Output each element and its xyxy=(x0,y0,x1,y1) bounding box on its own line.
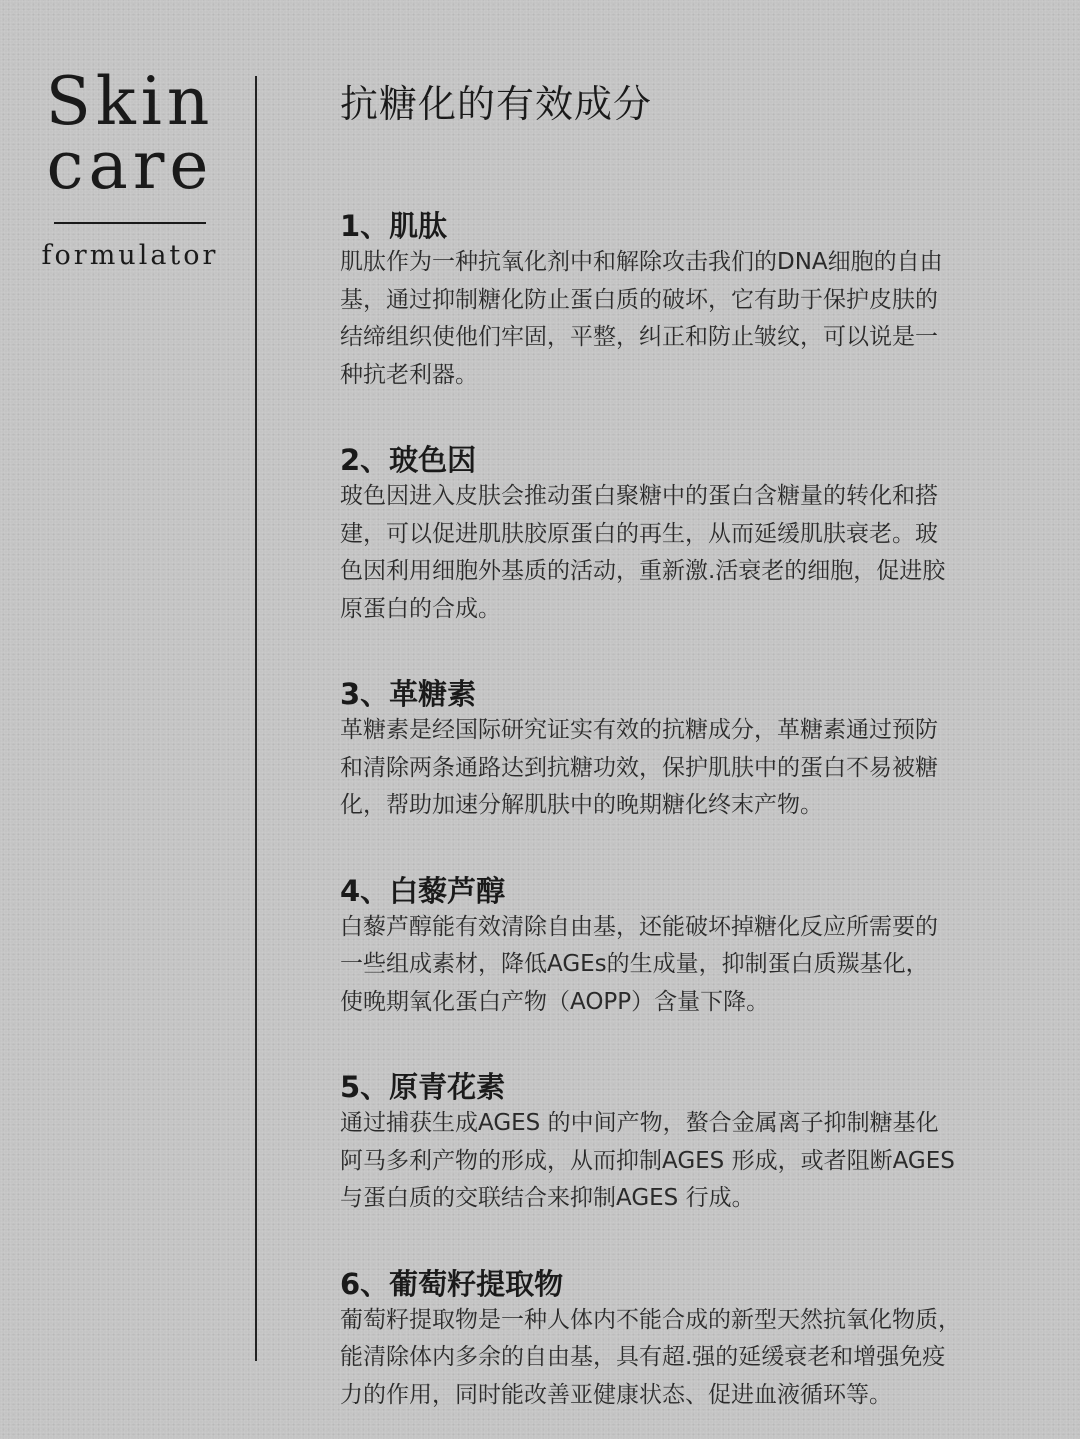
brand-word-skin: Skin xyxy=(45,63,215,140)
brand-word-care: care xyxy=(46,127,214,204)
section-body: 葡萄籽提取物是一种人体内不能合成的新型天然抗氧化物质， 能清除体内多余的自由基，具有超.强的延缓衰老和增强免疫 力的作用，同时能改善亚健康状态、促进血液循环等。 xyxy=(340,1306,961,1408)
section-ge-tang-su xyxy=(340,676,1040,825)
page-title: 抗糖化的有效成分 xyxy=(340,82,653,126)
brand-rule xyxy=(54,222,206,224)
brand-logo xyxy=(40,63,220,271)
main-content xyxy=(340,78,1040,1414)
brand-subtitle: formulator xyxy=(41,240,219,271)
section-heading: 4、白藜芦醇 xyxy=(340,873,506,908)
section-body: 白藜芦醇能有效清除自由基，还能破坏掉糖化反应所需要的 一些组成素材，降低AGEs的生成量，抑制蛋白质羰基化， 使晚期氧化蛋白产物（AOPP）含量下降。 xyxy=(340,913,938,1015)
section-heading: 3、革糖素 xyxy=(340,677,477,711)
section-heading: 2、玻色因 xyxy=(340,443,477,477)
section-body: 通过捕获生成AGES 的中间产物，螯合金属离子抑制糖基化 阿马多利产物的形成，从而抑制AGES 形成，或者阻断AGES 与蛋白质的交联结合来抑制AGES 行成。 xyxy=(340,1110,955,1211)
section-heading: 6、葡萄籽提取物 xyxy=(340,1266,564,1301)
section-body: 革糖素是经国际研究证实有效的抗糖成分，革糖素通过预防 和清除两条通路达到抗糖功效，保护肌肤中的蛋白不易被糖 化，帮助加速分解肌肤中的晚期糖化终末产物。 xyxy=(340,717,938,818)
section-grape-seed-extract xyxy=(340,1266,1040,1415)
section-body: 玻色因进入皮肤会推动蛋白聚糖中的蛋白含糖量的转化和搭 建，可以促进肌肤胶原蛋白的再生，从而延缓肌肤衰老。玻 色因利用细胞外基质的活动，重新激.活衰老的细胞，促进胶 原蛋白的合成。 xyxy=(340,483,946,622)
section-carnosine xyxy=(340,208,1040,394)
section-heading: 5、原青花素 xyxy=(340,1070,506,1104)
section-body: 肌肽作为一种抗氧化剂中和解除攻击我们的DNA细胞的自由 基，通过抑制糖化防止蛋白质的破坏，它有助于保护皮肤的 结缔组织使他们牢固，平整，纠正和防止皱纹，可以说是一 种抗老利器。 xyxy=(340,249,943,388)
section-proanthocyanidins xyxy=(340,1069,1040,1218)
section-resveratrol xyxy=(340,873,1040,1022)
vertical-divider xyxy=(255,76,257,1361)
section-heading: 1、肌肽 xyxy=(340,209,448,243)
section-pro-xylane xyxy=(340,442,1040,628)
